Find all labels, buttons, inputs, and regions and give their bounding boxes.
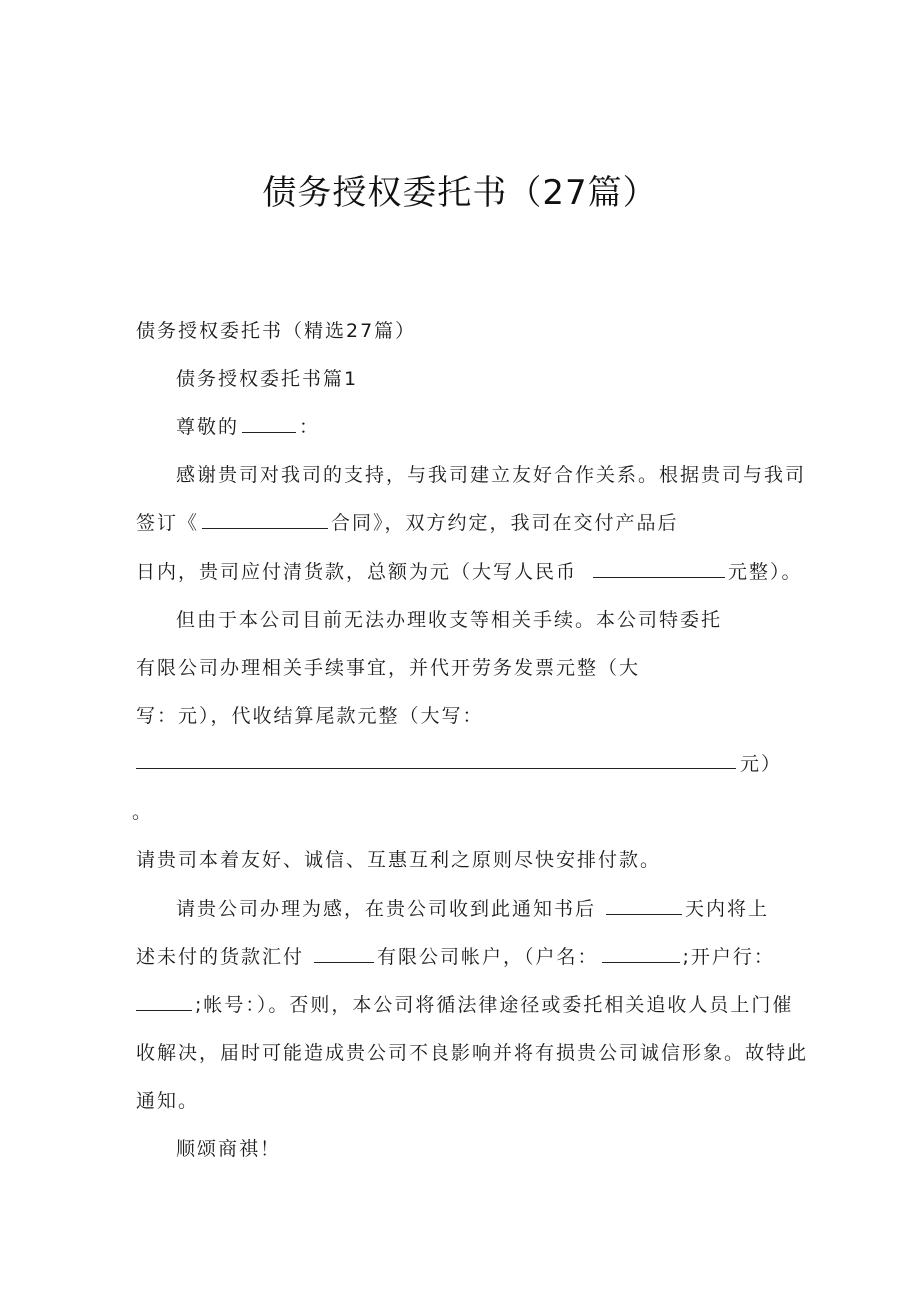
salutation xyxy=(176,414,320,440)
account-name-blank xyxy=(602,944,680,963)
document-subtitle: 债务授权委托书（精选27篇） xyxy=(136,320,417,342)
amount-words-blank xyxy=(593,559,725,578)
contract-name-blank xyxy=(202,510,328,529)
closing-greeting: 顺颂商祺！ xyxy=(176,1138,282,1160)
paragraph-line xyxy=(136,510,679,536)
line-text: ;开户行： xyxy=(682,946,775,968)
paragraph-line: 收解决，届时可能造成贵公司不良影响并将有损贵公司诚信形象。故特此 xyxy=(136,1042,809,1064)
paragraph-line: 请贵司本着友好、诚信、互惠互利之原则尽快安排付款。 xyxy=(136,849,662,871)
paragraph-line: 写：元），代收结算尾款元整（大写： xyxy=(136,705,484,727)
paragraph-line xyxy=(176,896,769,922)
paragraph-line: 有限公司办理相关手续事宜，并代开劳务发票元整（大 xyxy=(136,657,641,679)
paragraph-line: 。 xyxy=(132,801,154,823)
line-text: 述未付的货款汇付 xyxy=(136,946,305,968)
document-title: 债务授权委托书（27篇） xyxy=(262,173,658,213)
company-blank xyxy=(314,944,374,963)
paragraph-line xyxy=(136,559,803,585)
days-blank xyxy=(606,896,682,915)
paragraph-line: 但由于本公司目前无法办理收支等相关手续。本公司特委托 xyxy=(176,609,723,631)
line-text: 请贵公司办理为感，在贵公司收到此通知书后 xyxy=(176,898,597,920)
line-text: 日内，贵司应付清货款，总额为元（大写人民币 xyxy=(136,561,578,583)
line-text: ;帐号：）。否则，本公司将循法律途径或委托相关追收人员上门催 xyxy=(195,994,794,1016)
section-heading: 债务授权委托书篇1 xyxy=(176,368,359,390)
salutation-text: 尊敬的 xyxy=(176,416,240,438)
recipient-blank xyxy=(242,414,296,433)
paragraph-line: 元） xyxy=(740,753,783,775)
paragraph-line: 感谢贵司对我司的支持，与我司建立友好合作关系。根据贵司与我司 xyxy=(176,464,807,486)
line-text: 元整）。 xyxy=(728,561,803,583)
bank-blank xyxy=(136,992,192,1011)
long-blank-line xyxy=(136,768,736,769)
paragraph-line xyxy=(136,992,793,1018)
salutation-colon: ： xyxy=(299,416,321,438)
paragraph-line: 通知。 xyxy=(136,1090,200,1112)
line-text: 天内将上 xyxy=(685,898,770,920)
line-text: 合同》，双方约定，我司在交付产品后 xyxy=(331,512,679,534)
line-text: 签订《 xyxy=(136,512,200,534)
paragraph-line xyxy=(136,944,775,970)
line-text: 有限公司帐户，（户名： xyxy=(377,946,599,968)
